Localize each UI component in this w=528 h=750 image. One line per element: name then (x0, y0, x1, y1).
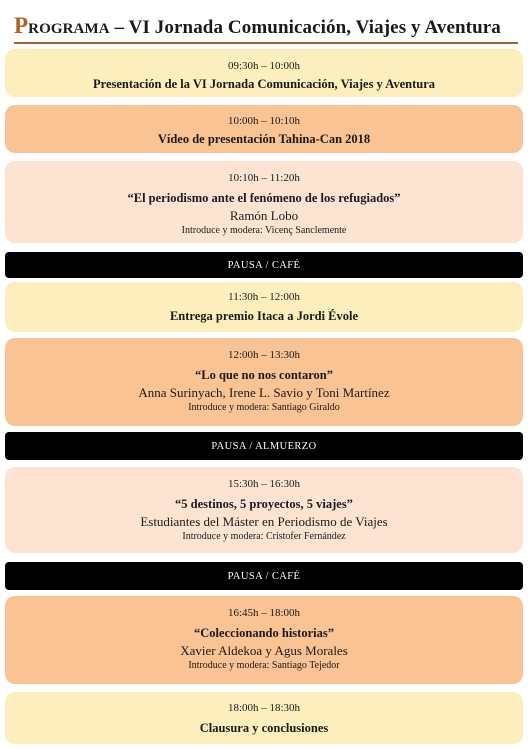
schedule-item (5, 105, 523, 153)
page-header (14, 10, 518, 44)
session-title: “5 destinos, 5 proyectos, 5 viajes” (175, 497, 353, 511)
session-title: Presentación de la VI Jornada Comunicación, Viajes y Aventura (92, 77, 436, 91)
session-time: 10:10h – 11:20h (228, 172, 300, 184)
pause-banner (5, 562, 523, 590)
pause-label: PAUSA / CAFÉ (227, 259, 301, 271)
session-title: Clausura y conclusiones (199, 721, 329, 735)
session-moderator: Introduce y modera: Vicenç Sanclemente (181, 225, 347, 236)
session-time: 16:45h – 18:00h (227, 607, 301, 619)
pause-label: PAUSA / CAFÉ (227, 570, 301, 582)
schedule-item (5, 282, 523, 332)
title-word: ROGRAMA (28, 21, 110, 37)
schedule-item (5, 467, 523, 553)
session-speaker: Estudiantes del Máster en Periodismo de Viajes (140, 514, 388, 529)
session-time: 11:30h – 12:00h (228, 291, 300, 303)
schedule-item (5, 161, 523, 243)
session-moderator: Introduce y modera: Santiago Giraldo (188, 402, 340, 413)
session-time: 10:00h – 10:10h (227, 115, 301, 127)
session-time: 18:00h – 18:30h (227, 702, 301, 714)
session-title: “Lo que no nos contaron” (195, 368, 333, 382)
title-rest: – VI Jornada Comunicación, Viajes y Aventura (109, 17, 501, 38)
session-title: “El periodismo ante el fenómeno de los refugiados” (127, 191, 401, 205)
schedule-item (5, 49, 523, 97)
schedule-item (5, 692, 523, 744)
session-speaker: Xavier Aldekoa y Agus Morales (180, 643, 348, 658)
session-time: 12:00h – 13:30h (227, 349, 301, 361)
session-time: 09:30h – 10:00h (227, 60, 301, 72)
session-moderator: Introduce y modera: Santiago Tejedor (188, 660, 340, 671)
session-speaker: Anna Surinyach, Irene L. Savio y Toni Martínez (138, 385, 390, 400)
session-moderator: Introduce y modera: Cristofer Fernández (182, 531, 346, 542)
page-title (14, 13, 501, 39)
title-initial: P (14, 13, 29, 38)
schedule-item (5, 596, 523, 684)
session-title: Entrega premio Itaca a Jordi Évole (169, 309, 359, 323)
session-time: 15:30h – 16:30h (227, 478, 301, 490)
pause-banner (5, 432, 523, 460)
pause-banner (5, 252, 523, 278)
schedule-item (5, 338, 523, 426)
pause-label: PAUSA / ALMUERZO (211, 440, 317, 452)
session-title: “Coleccionando historias” (194, 626, 334, 640)
session-speaker: Ramón Lobo (229, 208, 299, 223)
session-title: Vídeo de presentación Tahina-Can 2018 (157, 132, 371, 146)
